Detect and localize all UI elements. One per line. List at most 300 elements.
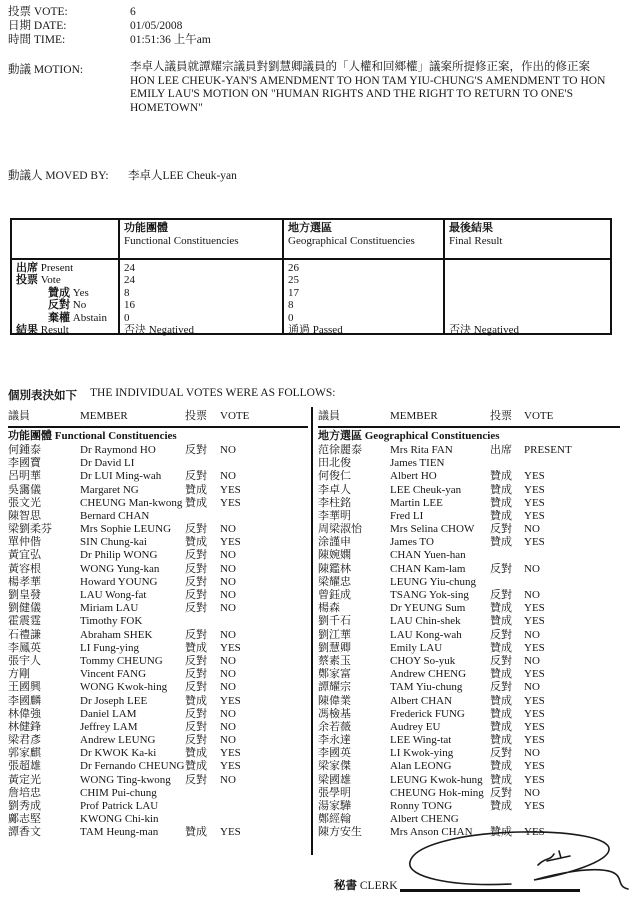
vote-zh	[185, 510, 220, 523]
member-name-zh: 何鍾泰	[8, 443, 41, 456]
member-name-zh: 鄭家富	[318, 668, 351, 681]
member-vote-row	[318, 523, 620, 536]
vote-en: YES	[220, 536, 241, 549]
member-name-en: Dr KWOK Ka-ki	[80, 747, 157, 760]
vote-en: NO	[220, 443, 236, 456]
functional-member-rows	[8, 444, 308, 840]
member-name-zh: 單仲偕	[8, 536, 41, 549]
member-vote-row	[8, 681, 308, 694]
member-name-en: Martin LEE	[390, 496, 443, 509]
member-vote-row	[8, 721, 308, 734]
vote-en	[220, 457, 308, 470]
member-name-en: James TIEN	[390, 457, 445, 470]
member-vote-row	[8, 774, 308, 787]
vote-zh	[490, 813, 524, 826]
vote-zh: 反對	[490, 786, 512, 799]
member-name-en: Mrs Selina CHOW	[390, 523, 475, 536]
vote-label: 投票 VOTE:	[8, 6, 68, 18]
vote-zh: 贊成	[490, 536, 512, 549]
member-vote-row	[318, 760, 620, 773]
member-name-zh: 陳智思	[8, 509, 41, 522]
geographical-no: 8	[288, 299, 294, 312]
member-name-zh: 張超雄	[8, 760, 41, 773]
vote-zh: 贊成	[185, 641, 207, 654]
member-vote-row	[8, 523, 308, 536]
vote-en	[220, 813, 308, 826]
member-vote-row	[318, 774, 620, 787]
vote-en	[524, 576, 620, 589]
member-name-en: Dr YEUNG Sum	[390, 602, 466, 615]
geographical-group-header: 地方選區 Geographical Constituencies	[318, 430, 500, 442]
vote-en-header: VOTE	[220, 410, 250, 422]
member-name-en: Timothy FOK	[80, 615, 143, 628]
member-name-zh: 鄺志堅	[8, 813, 41, 826]
date-value: 01/05/2008	[130, 20, 183, 32]
member-name-en: Daniel LAM	[80, 707, 137, 720]
member-zh-header: 議員	[8, 410, 30, 422]
vote-en: YES	[524, 602, 545, 615]
member-name-en: TAM Yiu-chung	[390, 681, 463, 694]
vote-value: 6	[130, 6, 136, 18]
vote-en: YES	[524, 483, 545, 496]
member-vote-row	[318, 642, 620, 655]
functional-table-header	[8, 409, 308, 428]
member-name-en: Vincent FANG	[80, 668, 147, 681]
functional-vote: 24	[124, 274, 135, 287]
motion-text-en: HON LEE CHEUK-YAN'S AMENDMENT TO HON TAM YIU-CHUNG'S AMENDMENT TO HON EMILY LAU'S MOTION ON "HUMAN RIGHTS AND THE RIGHT TO RETURN TO ONE'S HOMETOWN"	[130, 74, 606, 114]
member-vote-row	[8, 497, 308, 510]
member-name-zh: 陳鑑林	[318, 562, 351, 575]
member-name-zh: 梁家傑	[318, 760, 351, 773]
member-name-zh: 呂明華	[8, 470, 41, 483]
vote-en: YES	[524, 826, 545, 839]
vote-zh: 贊成	[490, 602, 512, 615]
member-name-zh: 劉秀成	[8, 800, 41, 813]
member-vote-row	[8, 826, 308, 839]
vote-en: NO	[524, 681, 540, 694]
vote-zh: 贊成	[490, 668, 512, 681]
member-vote-row	[8, 655, 308, 668]
vote-en: YES	[524, 773, 545, 786]
member-name-en: Ronny TONG	[390, 800, 453, 813]
vote-en: NO	[220, 654, 236, 667]
vote-zh: 反對	[185, 470, 207, 483]
member-name-zh: 李柱銘	[318, 496, 351, 509]
member-vote-row	[318, 681, 620, 694]
vote-en: YES	[220, 826, 241, 839]
date-row	[8, 19, 211, 33]
member-name-zh: 李華明	[318, 509, 351, 522]
vote-en: YES	[524, 707, 545, 720]
vote-zh: 反對	[185, 589, 207, 602]
member-vote-row	[8, 563, 308, 576]
vote-en: YES	[524, 694, 545, 707]
member-vote-row	[8, 695, 308, 708]
vote-en: NO	[220, 589, 236, 602]
vote-en: YES	[524, 760, 545, 773]
vote-zh	[185, 787, 220, 800]
member-name-en: Dr Joseph LEE	[80, 694, 148, 707]
vote-en: YES	[220, 694, 241, 707]
vote-zh: 反對	[185, 734, 207, 747]
geographical-member-rows	[318, 444, 620, 840]
vote-en: NO	[524, 786, 540, 799]
vote-zh: 贊成	[490, 800, 512, 813]
vote-en: NO	[220, 668, 236, 681]
vote-zh: 反對	[185, 523, 207, 536]
member-name-zh: 梁君彥	[8, 734, 41, 747]
member-name-en: LI Kwok-ying	[390, 747, 454, 760]
column-divider	[311, 407, 313, 855]
vote-en: NO	[220, 773, 236, 786]
geographical-votes-table	[318, 409, 620, 840]
member-vote-row	[318, 510, 620, 523]
member-vote-row	[318, 484, 620, 497]
vote-zh: 贊成	[490, 483, 512, 496]
vote-zh: 反對	[185, 668, 207, 681]
member-name-en: Prof Patrick LAU	[80, 800, 159, 813]
geographical-result: 通過 Passed	[288, 323, 343, 336]
time-label: 時間 TIME:	[8, 34, 66, 46]
member-name-en: Alan LEONG	[390, 760, 452, 773]
member-vote-row	[318, 813, 620, 826]
vote-en: YES	[220, 760, 241, 773]
vote-zh	[185, 813, 220, 826]
vote-en: NO	[524, 523, 540, 536]
member-name-en: Albert CHENG	[390, 813, 459, 826]
member-name-zh: 劉健儀	[8, 602, 41, 615]
vote-zh: 反對	[490, 628, 512, 641]
member-name-en: Dr LUI Ming-wah	[80, 470, 162, 483]
member-vote-row	[8, 642, 308, 655]
member-vote-row	[318, 668, 620, 681]
member-name-en: LEUNG Kwok-hung	[390, 773, 483, 786]
vote-zh-header: 投票	[490, 410, 512, 422]
member-name-zh: 吳靄儀	[8, 483, 41, 496]
member-vote-row	[318, 563, 620, 576]
member-name-en: KWONG Chi-kin	[80, 813, 159, 826]
member-name-zh: 湯家驊	[318, 800, 351, 813]
vote-en: YES	[524, 720, 545, 733]
member-name-en: CHAN Yuen-han	[390, 549, 466, 562]
member-vote-row	[8, 576, 308, 589]
vote-zh: 反對	[185, 720, 207, 733]
member-name-zh: 劉千石	[318, 615, 351, 628]
date-label: 日期 DATE:	[8, 20, 67, 32]
member-vote-row	[318, 800, 620, 813]
member-name-en: LAU Chin-shek	[390, 615, 461, 628]
vote-en: YES	[524, 536, 545, 549]
member-name-zh: 方剛	[8, 668, 30, 681]
functional-result: 否決 Negatived	[124, 323, 194, 336]
member-name-en: CHOY So-yuk	[390, 654, 456, 667]
member-name-en: SIN Chung-kai	[80, 536, 147, 549]
vote-zh	[490, 549, 524, 562]
member-vote-row	[318, 695, 620, 708]
member-name-zh: 馮檢基	[318, 707, 351, 720]
member-vote-row	[318, 708, 620, 721]
vote-zh: 贊成	[490, 773, 512, 786]
member-vote-row	[8, 510, 308, 523]
member-name-zh: 李國英	[318, 747, 351, 760]
member-vote-row	[318, 721, 620, 734]
member-vote-row	[8, 549, 308, 562]
member-name-zh: 李國麟	[8, 694, 41, 707]
vote-number-row	[8, 5, 211, 19]
vote-en	[220, 615, 308, 628]
vote-en: YES	[524, 668, 545, 681]
vote-zh: 反對	[490, 562, 512, 575]
member-name-zh: 王國興	[8, 681, 41, 694]
vote-en: NO	[524, 747, 540, 760]
member-vote-row	[318, 734, 620, 747]
vote-en: NO	[524, 654, 540, 667]
vote-zh: 反對	[185, 654, 207, 667]
vote-zh: 贊成	[185, 483, 207, 496]
vote-en	[524, 457, 620, 470]
time-value: 01:51:36 上午am	[130, 34, 211, 46]
final-result-header: 最後結果 Final Result	[445, 220, 610, 260]
vote-zh: 贊成	[490, 720, 512, 733]
member-name-zh: 余若薇	[318, 720, 351, 733]
vote-zh: 贊成	[490, 707, 512, 720]
functional-abstain: 0	[124, 311, 130, 324]
member-name-zh: 黃定光	[8, 773, 41, 786]
vote-en: NO	[220, 628, 236, 641]
vote-zh: 反對	[185, 681, 207, 694]
vote-zh: 贊成	[490, 509, 512, 522]
member-name-zh: 蔡素玉	[318, 654, 351, 667]
member-vote-row	[8, 787, 308, 800]
member-name-en: WONG Yung-kan	[80, 562, 160, 575]
member-name-en: Albert HO	[390, 470, 437, 483]
member-name-zh: 劉皇發	[8, 589, 41, 602]
member-name-en: CHEUNG Hok-ming	[390, 786, 484, 799]
motion-text	[130, 61, 626, 115]
member-name-en: LAU Kong-wah	[390, 628, 462, 641]
functional-votes-table	[8, 409, 308, 840]
member-zh-header: 議員	[318, 410, 340, 422]
member-name-en: Abraham SHEK	[80, 628, 153, 641]
vote-en: YES	[524, 470, 545, 483]
member-name-en: CHIM Pui-chung	[80, 786, 157, 799]
member-vote-row	[318, 787, 620, 800]
member-name-zh: 曾鈺成	[318, 589, 351, 602]
vote-zh: 贊成	[490, 496, 512, 509]
member-name-en: Margaret NG	[80, 483, 139, 496]
member-vote-row	[318, 549, 620, 562]
member-name-zh: 霍震霆	[8, 615, 41, 628]
member-name-zh: 梁耀忠	[318, 575, 351, 588]
functional-present: 24	[124, 262, 135, 274]
functional-group-header: 功能團體 Functional Constituencies	[8, 430, 177, 442]
member-name-en: James TO	[390, 536, 434, 549]
vote-zh: 反對	[185, 562, 207, 575]
vote-zh: 反對	[185, 443, 207, 456]
member-name-zh: 林偉強	[8, 707, 41, 720]
signature-line	[400, 889, 580, 892]
member-name-zh: 楊孝華	[8, 575, 41, 588]
member-name-en: WONG Kwok-hing	[80, 681, 168, 694]
member-name-en: Audrey EU	[390, 720, 441, 733]
vote-en: NO	[220, 470, 236, 483]
abstain-label: 棄權 Abstain	[48, 311, 107, 324]
member-vote-row	[8, 629, 308, 642]
member-name-en: LEE Wing-tat	[390, 734, 452, 747]
member-name-zh: 李鳳英	[8, 641, 41, 654]
member-name-zh: 陳偉業	[318, 694, 351, 707]
individual-votes-title	[8, 387, 336, 403]
member-vote-row	[8, 470, 308, 483]
summary-label-header	[12, 220, 118, 260]
member-vote-row	[8, 800, 308, 813]
vote-en	[220, 510, 308, 523]
vote-en	[524, 549, 620, 562]
geographical-abstain: 0	[288, 311, 294, 324]
member-name-en: Dr Raymond HO	[80, 443, 156, 456]
member-name-en: LI Fung-ying	[80, 641, 139, 654]
member-name-zh: 石禮謙	[8, 628, 41, 641]
vote-zh: 反對	[490, 589, 512, 602]
summary-table	[10, 218, 612, 335]
member-name-en: TAM Heung-man	[80, 826, 159, 839]
member-name-en: Bernard CHAN	[80, 509, 150, 522]
member-name-zh: 張宇人	[8, 654, 41, 667]
member-vote-row	[8, 602, 308, 615]
member-name-en: CHAN Kam-lam	[390, 562, 466, 575]
clerk-signature	[396, 828, 629, 892]
member-vote-row	[318, 536, 620, 549]
member-name-en: LAU Wong-fat	[80, 589, 147, 602]
motion-text-zh: 李卓人議員就譚耀宗議員對劉慧卿議員的「人權和回鄉權」議案所提修正案，作出的修正案	[130, 61, 590, 73]
member-name-en: Mrs Sophie LEUNG	[80, 523, 172, 536]
member-name-zh: 梁國雄	[318, 773, 351, 786]
member-name-zh: 劉慧卿	[318, 641, 351, 654]
vote-en: NO	[220, 720, 236, 733]
vote-zh: 贊成	[185, 496, 207, 509]
vote-zh: 贊成	[490, 641, 512, 654]
member-name-zh: 周梁淑怡	[318, 523, 362, 536]
member-name-zh: 李卓人	[318, 483, 351, 496]
vote-zh: 贊成	[185, 826, 207, 839]
individual-votes-title-zh: 個別表決如下	[8, 390, 77, 402]
member-name-en: Mrs Anson CHAN	[390, 826, 473, 839]
member-name-zh: 陳婉嫻	[318, 549, 351, 562]
vote-zh: 反對	[490, 747, 512, 760]
motion-label: 動議 MOTION:	[8, 64, 84, 76]
final-result-value: 否決 Negatived	[449, 323, 519, 336]
member-name-en: Dr Philip WONG	[80, 549, 158, 562]
member-name-zh: 劉江華	[318, 628, 351, 641]
member-name-zh: 譚耀宗	[318, 681, 351, 694]
vote-zh: 贊成	[490, 694, 512, 707]
member-vote-row	[8, 444, 308, 457]
vote-en	[220, 800, 308, 813]
functional-yes: 8	[124, 286, 130, 299]
vote-en: PRESENT	[524, 443, 572, 456]
vote-zh: 贊成	[490, 734, 512, 747]
member-vote-row	[318, 615, 620, 628]
member-vote-row	[8, 708, 308, 721]
vote-zh: 出席	[490, 443, 512, 456]
member-name-en: Emily LAU	[390, 641, 443, 654]
member-vote-row	[318, 470, 620, 483]
member-name-zh: 李國寶	[8, 457, 41, 470]
vote-en: NO	[220, 681, 236, 694]
vote-en: NO	[220, 734, 236, 747]
vote-zh: 贊成	[185, 760, 207, 773]
moved-by-label: 動議人 MOVED BY:	[8, 170, 109, 182]
vote-zh: 贊成	[490, 615, 512, 628]
vote-zh: 反對	[185, 575, 207, 588]
geographical-yes: 17	[288, 286, 299, 299]
member-vote-row	[8, 813, 308, 826]
vote-zh	[490, 457, 524, 470]
geographical-vote: 25	[288, 274, 299, 287]
member-name-zh: 黃宜弘	[8, 549, 41, 562]
vote-en: YES	[524, 800, 545, 813]
member-vote-row	[318, 655, 620, 668]
result-label: 結果 Result	[16, 323, 69, 336]
vote-zh: 贊成	[185, 694, 207, 707]
member-vote-row	[318, 576, 620, 589]
vote-zh	[490, 576, 524, 589]
present-label: 出席 Present	[16, 262, 74, 274]
individual-votes-title-en: THE INDIVIDUAL VOTES WERE AS FOLLOWS:	[90, 387, 336, 399]
member-name-zh: 李永達	[318, 734, 351, 747]
member-name-en: Mrs Rita FAN	[390, 443, 453, 456]
yes-label: 贊成 Yes	[48, 286, 89, 299]
vote-en: YES	[220, 496, 241, 509]
member-name-zh: 涂謹申	[318, 536, 351, 549]
vote-en: NO	[524, 589, 540, 602]
vote-en: YES	[220, 641, 241, 654]
member-en-header: MEMBER	[80, 410, 128, 422]
member-name-en: Dr David LI	[80, 457, 135, 470]
vote-zh: 反對	[185, 773, 207, 786]
member-name-zh: 田北俊	[318, 457, 351, 470]
summary-final-column	[443, 220, 610, 336]
moved-by-value: 李卓人LEE Cheuk-yan	[128, 170, 237, 182]
member-vote-row	[318, 602, 620, 615]
geographical-present: 26	[288, 262, 299, 274]
member-name-en: Andrew LEUNG	[80, 734, 156, 747]
summary-geographical-column	[282, 220, 443, 336]
vote-en: NO	[220, 523, 236, 536]
vote-en: NO	[220, 575, 236, 588]
member-name-en: Dr Fernando CHEUNG	[80, 760, 185, 773]
no-label: 反對 No	[48, 299, 87, 312]
vote-zh: 贊成	[490, 826, 512, 839]
member-vote-row	[318, 444, 620, 457]
member-name-en: WONG Ting-kwong	[80, 773, 171, 786]
vote-zh-header: 投票	[185, 410, 207, 422]
member-name-en: Andrew CHENG	[390, 668, 467, 681]
vote-zh: 反對	[185, 602, 207, 615]
vote-en: NO	[220, 707, 236, 720]
member-name-zh: 范徐麗泰	[318, 443, 362, 456]
member-vote-row	[8, 484, 308, 497]
summary-label-column	[12, 220, 118, 336]
vote-en: NO	[220, 602, 236, 615]
geographical-table-header	[318, 409, 620, 428]
member-name-en: LEUNG Yiu-chung	[390, 575, 477, 588]
clerk-label: 秘書 CLERK	[334, 880, 398, 892]
member-vote-row	[8, 615, 308, 628]
summary-functional-column	[118, 220, 282, 336]
vote-zh: 反對	[490, 523, 512, 536]
member-name-zh: 郭家麒	[8, 747, 41, 760]
